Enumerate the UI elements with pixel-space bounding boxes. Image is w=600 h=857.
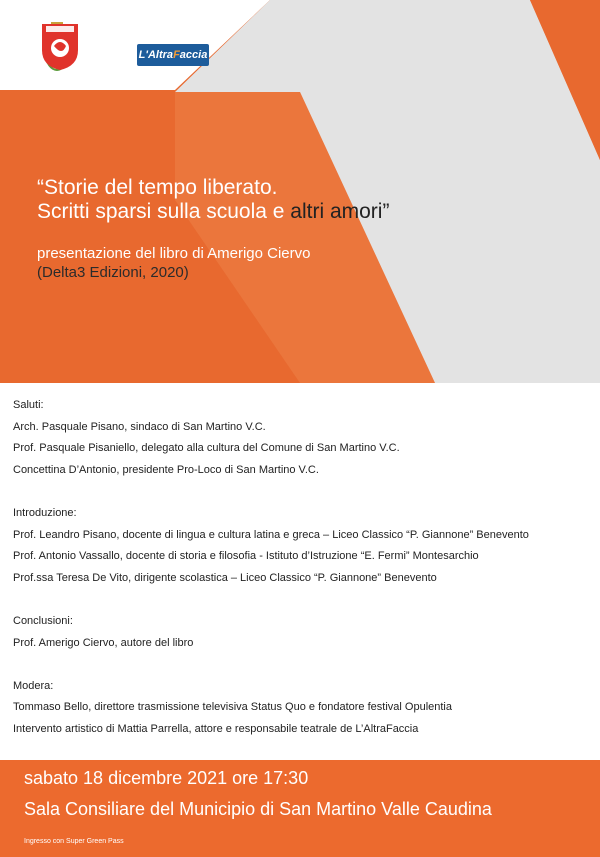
spacer — [13, 654, 593, 676]
introduzione-heading: Introduzione: — [13, 506, 77, 519]
introduzione-item: Prof. Antonio Vassallo, docente di storia e filosofia - Istituto d’Istruzione “E. Fermi” Montesarchio — [13, 550, 479, 563]
event-venue: Sala Consiliare del Municipio di San Martino Valle Caudina — [24, 799, 492, 819]
proloco-logo-icon — [40, 20, 80, 72]
introduzione-item: Prof. Leandro Pisano, docente di lingua e cultura latina e greca – Liceo Classico “P. Giannone” Benevento — [13, 528, 529, 541]
entry-note: Ingresso con Super Green Pass — [24, 838, 124, 845]
book-subtitle — [37, 244, 437, 282]
event-date-time: sabato 18 dicembre 2021 ore 17:30 — [24, 768, 309, 788]
modera-item: Intervento artistico di Mattia Parrella, attore e responsabile teatrale de L’AltraFaccia — [13, 722, 419, 735]
brand-accent: F — [173, 49, 180, 61]
saluti-item: Concettina D’Antonio, presidente Pro-Loco di San Martino V.C. — [13, 463, 319, 476]
brand-suffix: accia — [179, 49, 208, 61]
saluti-item: Arch. Pasquale Pisano, sindaco di San Martino V.C. — [13, 420, 266, 433]
modera-item: Tommaso Bello, direttore trasmissione televisiva Status Quo e fondatore festival Opulentia — [13, 701, 452, 714]
conclusioni-item: Prof. Amerigo Ciervo, autore del libro — [13, 636, 194, 649]
subtitle-line-2: (Delta3 Edizioni, 2020) — [37, 264, 189, 281]
spacer — [13, 481, 593, 503]
title-line-2-a: Scritti sparsi sulla scuola e — [37, 200, 291, 223]
modera-heading: Modera: — [13, 679, 54, 692]
hero-banner — [0, 0, 600, 383]
laltrafaccia-logo — [137, 44, 209, 66]
title-line-1: “Storie del tempo liberato. — [37, 176, 278, 199]
subtitle-line-1: presentazione del libro di Amerigo Ciervo — [37, 245, 311, 262]
spacer — [13, 589, 593, 611]
conclusioni-heading: Conclusioni: — [13, 614, 73, 627]
title-line-2-b: altri amori” — [290, 200, 390, 223]
saluti-heading: Saluti: — [13, 399, 44, 411]
introduzione-item: Prof.ssa Teresa De Vito, dirigente scolastica – Liceo Classico “P. Giannone” Benevento — [13, 571, 437, 584]
book-title — [37, 176, 507, 224]
event-program — [13, 395, 593, 741]
brand-prefix: L'Altra — [138, 49, 174, 61]
title-line-2 — [37, 200, 507, 224]
saluti-item: Prof. Pasquale Pisaniello, delegato alla cultura del Comune di San Martino V.C. — [13, 442, 400, 455]
event-footer — [0, 760, 600, 857]
